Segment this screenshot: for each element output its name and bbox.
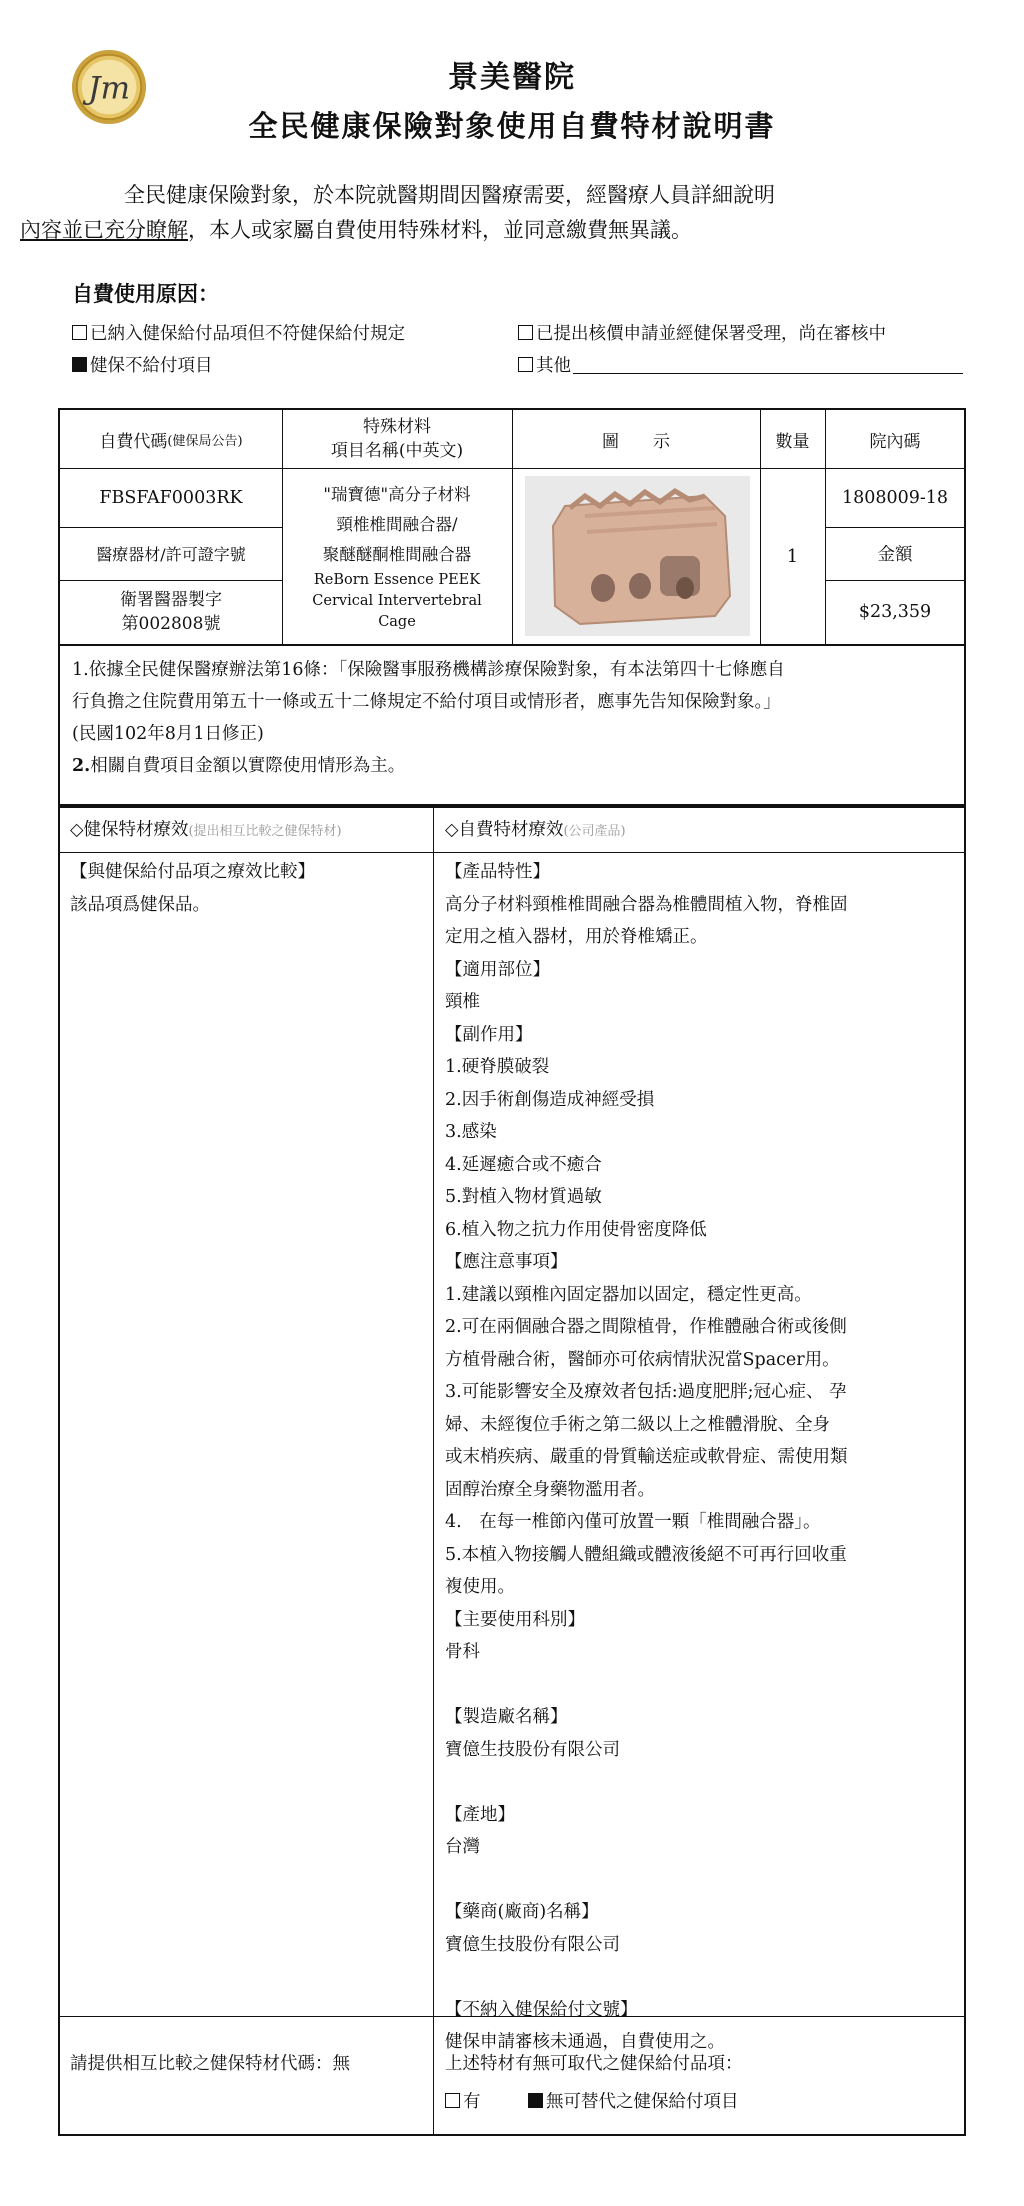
checkbox-checked[interactable] [528,2093,543,2108]
intro-paragraph [20,178,952,248]
site-value: 頸椎 [445,992,480,1012]
feature-line-2: 定用之植入器材，用於脊椎矯正。 [445,927,708,947]
precaution-line: 1.建議以頸椎內固定器加以固定，穩定性更高。 [445,1284,812,1305]
left-title: 【與健保給付品項之療效比較】 [70,862,315,882]
substitute-yes-option[interactable]: 有 [445,2088,481,2113]
precaution-line: 方植骨融合術，醫師亦可依病情狀況當Spacer用。 [445,1349,840,1370]
note-1a: 1.依據全民健保醫療辦法第16條：「保險醫事服務機構診療保險對象，有本法第四十七條應自 [72,660,785,680]
dept-heading: 【主要使用科別】 [445,1609,585,1630]
vendor-heading: 【藥商(廠商)名稱】 [445,1902,599,1922]
other-blank-line [573,355,963,374]
left-text: 該品項爲健保品。 [70,894,210,915]
reason-value: 健保申請審核未通過，自費使用之。 [445,2032,725,2052]
reason-option-2[interactable]: 已提出核價申請並經健保署受理，尚在審核中 [518,320,886,345]
reasons-heading: 自費使用原因： [72,281,219,306]
header-hospital-code: 院內碼 [869,431,921,452]
feature-line-1: 高分子材料頸椎椎間融合器為椎體間植入物，脊椎固 [445,894,848,915]
precaution-line: 3.可能影響安全及療效者包括:過度肥胖;冠心症、 孕 [445,1382,847,1402]
footer-left: 請提供相互比較之健保特材代碼：無 [70,2054,350,2074]
side-effect-item: 5.對植入物材質過敏 [445,1187,602,1207]
license-number: 衛署醫器製字 第002808號 [120,590,222,634]
manufacturer-value: 寶億生技股份有限公司 [445,1739,620,1760]
note-1b: 行負擔之住院費用第五十一條或五十二條規定不給付項目或情形者，應事先告知保險對象。」 [72,692,781,712]
item-code: FBSFAF0003RK [99,487,243,508]
hospital-name: 景美醫院 [448,60,576,95]
comparison-section [58,806,966,2136]
side-effect-item: 4.延遲癒合或不癒合 [445,1154,602,1175]
precaution-line: 固醇治療全身藥物濫用者。 [445,1479,655,1500]
precaution-line: 4. 在每一椎節內僅可放置一顆「椎間融合器」。 [445,1512,821,1532]
side-effects-heading: 【副作用】 [445,1024,533,1045]
checkbox-checked[interactable] [72,357,87,372]
document-title: 全民健康保險對象使用自費特材說明書 [248,109,776,143]
amount-label: 金額 [877,545,913,565]
footer-right: 上述特材有無可取代之健保給付品項： [445,2054,743,2074]
left-content [70,856,425,921]
left-header: ◇健保特材療效(提出相互比較之健保特材) [70,820,342,840]
intro-underlined: 內容並已充分瞭解 [20,218,188,242]
checkbox-unchecked[interactable] [518,357,533,372]
side-effect-item: 2.因手術創傷造成神經受損 [445,1089,655,1110]
header-code: 自費代碼 (健保局公告) [99,431,243,452]
header-name: 特殊材料 項目名稱(中英文) [330,417,464,461]
right-header: ◇自費特材療效(公司產品) [445,820,626,840]
cage-implant-image [525,476,750,636]
logo-text: Jm [87,70,131,107]
license-label: 醫療器材/許可證字號 [96,545,246,564]
header-image: 圖 示 [602,431,670,452]
dept-value: 骨科 [445,1642,480,1662]
quantity-value: 1 [786,545,799,567]
substitute-no-option[interactable]: 無可替代之健保給付項目 [528,2088,739,2113]
checkbox-unchecked[interactable] [518,325,533,340]
feature-heading: 【產品特性】 [445,862,550,882]
reason-heading: 【不納入健保給付文號】 [445,1999,638,2020]
precaution-line: 複使用。 [445,1577,515,1597]
right-content [445,856,960,2059]
checkbox-unchecked[interactable] [445,2093,460,2108]
header-qty: 數量 [775,431,810,452]
side-effect-item: 1.硬脊膜破裂 [445,1057,550,1077]
checkbox-unchecked[interactable] [72,325,87,340]
precaution-line: 5.本植入物接觸人體組織或體液後絕不可再行回收重 [445,1544,847,1565]
item-table [58,408,966,646]
precaution-line: 婦、未經復位手術之第二級以上之椎體滑脫、全身 [445,1414,830,1435]
item-name: "瑞寶德"高分子材料 頸椎椎間融合器/ 聚醚醚酮椎間融合器 ReBorn Essence PEEK Cervical Intervertebral Cage [312,484,482,630]
notes-section [58,646,966,806]
side-effect-item: 6.植入物之抗力作用使骨密度降低 [445,1219,707,1240]
precaution-line: 2.可在兩個融合器之間隙植骨，作椎體融合術或後側 [445,1317,847,1337]
origin-value: 台灣 [445,1837,480,1857]
reason-option-1[interactable]: 已納入健保給付品項但不符健保給付規定 [72,320,405,345]
vendor-value: 寶億生技股份有限公司 [445,1934,620,1955]
intro-line2: ，本人或家屬自費使用特殊材料，並同意繳費無異議。 [188,218,692,242]
reason-option-3[interactable]: 健保不給付項目 [72,352,213,377]
side-effect-item: 3.感染 [445,1122,497,1142]
origin-heading: 【產地】 [445,1804,515,1825]
manufacturer-heading: 【製造廠名稱】 [445,1707,568,1727]
intro-line1: 全民健康保險對象，於本院就醫期間因醫療需要，經醫療人員詳細說明 [124,183,775,207]
precautions-heading: 【應注意事項】 [445,1252,568,1272]
note-2: 2.相關自費項目金額以實際使用情形為主。 [72,756,406,776]
site-heading: 【適用部位】 [445,959,550,980]
amount-value: $23,359 [858,602,932,622]
hospital-code-value: 1808009-18 [841,487,949,508]
reason-option-4[interactable]: 其他 [518,352,963,377]
precaution-line: 或末梢疾病、嚴重的骨質輸送症或軟骨症、需使用類 [445,1447,848,1467]
note-1c: (民國102年8月1日修正) [72,724,264,744]
